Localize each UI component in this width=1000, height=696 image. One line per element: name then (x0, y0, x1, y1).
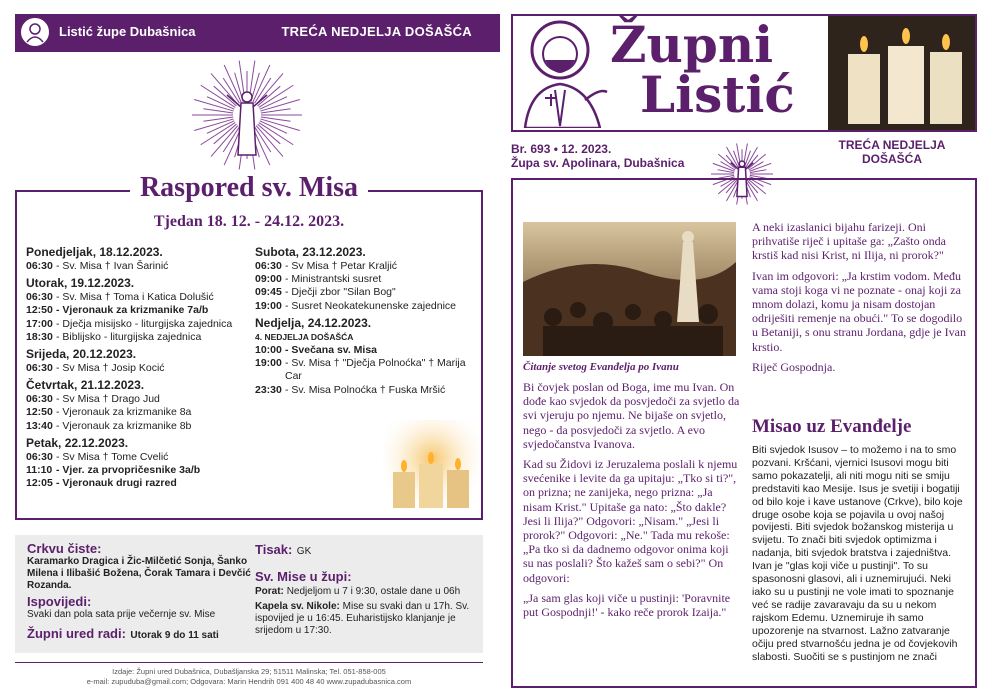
gospel-paragraph: „Ja sam glas koji viče u pustinji: 'Poravnite put Gospodnji!' - kako reče prorok Izaija." (523, 590, 731, 620)
sunday-label: TREĆA NEDJELJA DOŠAŠĆA (281, 24, 472, 39)
schedule-item (26, 406, 234, 419)
sunday-label-right (812, 138, 972, 166)
cleaning-title: Crkvu čiste: (27, 541, 102, 556)
office-text: Utorak 9 do 11 sati (130, 630, 219, 641)
reflection-title: Misao uz Evanđelje (752, 416, 912, 437)
schedule-item (255, 357, 470, 383)
schedule-time: 06:30 (255, 260, 282, 272)
masses-title: Sv. Mise u župi: (255, 569, 352, 584)
gospel-column-1 (523, 380, 741, 619)
schedule-item (26, 464, 234, 477)
schedule-time: 12:50 (26, 304, 53, 317)
schedule-time: 18:30 (26, 330, 53, 343)
schedule-text: - Biblijsko - liturgijska zajednica (56, 330, 202, 343)
porat-text: Nedjeljom u 7 i 9:30, ostale dane u 06h (286, 586, 461, 597)
schedule-time: 13:40 (26, 419, 53, 432)
schedule-item (255, 273, 470, 286)
mass-schedule-title: Raspored sv. Misa (15, 172, 483, 204)
schedule-text: - Sv Misa † Petar Kraljić (285, 260, 398, 272)
gospel-painting (523, 222, 736, 356)
footer-divider (15, 662, 483, 663)
schedule-time: 19:00 (255, 357, 282, 370)
schedule-text: - Vjeronauk drugi razred (56, 477, 177, 490)
schedule-day-heading: Petak, 22.12.2023. (26, 435, 129, 450)
gospel-paragraph: Kad su Židovi iz Jeruzalema poslali k njemu svećenike i levite da ga upitaju: „Tko si ti?", on prizna; ne zanijeka, nego prizna: „Ja nisam Krist." Upitaše ga nato: „Što dakle? Jesi li Ilija?" Odgovori: „Nisam." „Jesi li prorok?" Odgovori: „Ne." Tada mu rekoše: „Pa tko si da dadnemo odgovor onima koji su nas poslali? Što kažeš sam o sebi?" On odgovori: (523, 457, 738, 585)
schedule-item (255, 260, 470, 273)
issue-number: Br. 693 • 12. 2023. (511, 142, 612, 156)
schedule-time: 12:05 (26, 477, 53, 490)
confession-text: Svaki dan pola sata prije večernje sv. Mise (27, 609, 216, 620)
schedule-text: - Sv. Misa Polnoćka † Fuska Mršić (285, 383, 446, 396)
candles-image (383, 420, 481, 516)
schedule-time: 06:30 (26, 291, 53, 304)
schedule-text: - Sv. Misa † Toma i Katica Dolušić (56, 291, 214, 304)
schedule-text: - Sv. Misa † Ivan Šarinić (56, 260, 169, 272)
schedule-time: 06:30 (26, 450, 53, 463)
schedule-text: - Sv. Misa † "Dječja Polnoćka" † Marija Car (285, 357, 466, 383)
print-text: GK (296, 546, 312, 557)
schedule-time: 10:00 (255, 344, 282, 357)
schedule-time: 12:50 (26, 406, 53, 419)
candles-photo (828, 16, 975, 130)
office-title: Župni ured radi: (27, 626, 126, 641)
schedule-text: - Svečana sv. Misa (285, 344, 378, 357)
schedule-item (26, 304, 234, 317)
schedule-day-heading: Ponedjeljak, 18.12.2023. (26, 245, 163, 259)
schedule-week: Tjedan 18. 12. - 24.12. 2023. (153, 213, 345, 230)
issue-info (511, 142, 684, 170)
schedule-item (255, 344, 470, 357)
schedule-text: - Vjeronauk za krizmanike 8b (56, 419, 192, 432)
schedule-item (26, 420, 234, 433)
schedule-item (255, 286, 470, 299)
schedule-day-heading: Srijeda, 20.12.2023. (26, 347, 137, 362)
publication-name: Listić župe Dubašnica (59, 24, 196, 39)
schedule-time: 06:30 (26, 260, 53, 272)
schedule-item (26, 451, 234, 464)
schedule-day-heading: Subota, 23.12.2023. (255, 245, 366, 259)
schedule-day-heading: Utorak, 19.12.2023. (26, 276, 135, 291)
schedule-item (26, 291, 234, 304)
footer-line-1: Izdaje: Župni ured Dubašnica, Dubašljanska 29; 51511 Malinska; Tel. 051-858-005 (112, 667, 386, 676)
footer-line-2: e-mail: zupuduba@gmail.com; Odgovara: Marin Hendrih 091 400 48 40 www.zupadubasnica.com (86, 677, 412, 686)
print-title: Tisak: (255, 542, 293, 557)
schedule-time: 09:00 (255, 273, 282, 286)
schedule-text: - Sv Misa † Josip Kocić (56, 362, 165, 375)
sunday-line-1: TREĆA NEDJELJA (838, 138, 946, 152)
schedule-text: - Vjeronauk za krizmanike 8a (56, 406, 192, 419)
schedule-right-column (255, 242, 470, 397)
schedule-text: - Sv Misa † Drago Jud (56, 393, 160, 406)
gospel-paragraph: A neki izaslanici bijahu farizeji. Oni prihvatiše riječ i upitaše ga: „Zašto onda krstiš kad nisi Krist, ni Ilija, ni prorok?" (752, 220, 946, 263)
kapela-text: Mise su svaki dan u 17h. Sv. ispovijed je u 16:45. Euharistijsko klanjanje je srijedom u 17:30. (255, 601, 470, 636)
schedule-text: - Susret Neokatekunenske zajednice (285, 299, 457, 312)
reflection-text: Biti svjedok Isusov – to možemo i na to smo pozvani. Kršćani, vjernici Isusovi mogu biti samo pokazatelji, ali niti mogu niti se smiju predstaviti kao Mesije. Isus je svetiji i bogatiji od bilo koje i kave ustanove (Crkve), bilo koje druge osobe koja se pojavila u ovoj našoj povijesti. Biti svjedok božanskog misterija u svijetu. To znači biti svjedok optimizma i nadanja, biti svjedok bratstva i zajedništva. Ivan je "glas koji viče u pustinji". To su spasonosni glasovi, ali i uznemirujući. Neki iako su u pustinji ne vole imati to spoznanje već se radije zavaravaju da su u nekom rajskom Edemu. Uznemiruje ih samo upozorenje na stvarnost. Lažno zatvaranje očiju pred stvarnošću jedna je od čovjekovih slabosti. Suočiti se s pustinjom ne znači (752, 444, 963, 663)
gospel-paragraph: Bi čovjek poslan od Boga, ime mu Ivan. On dođe kao svjedok da posvjedoči za svjetlo da svi vjeruju po njemu. Ne bijaše on svjetlo, nego - da posvjedoči za svjetlo. A evo svjedočanstva Ivanova. (523, 380, 740, 451)
masthead-title-line2: Listić (640, 65, 795, 124)
left-header-bar (15, 14, 500, 52)
schedule-text: - Vjeronauk za krizmanike 7a/b (56, 304, 209, 317)
confession-title: Ispovijedi: (27, 594, 92, 609)
schedule-time: 11:10 (26, 464, 53, 477)
info-box (15, 535, 483, 653)
kapela-label: Kapela sv. Nikole: (255, 601, 340, 612)
schedule-item (26, 393, 234, 406)
schedule-day-heading: Nedjelja, 24.12.2023. (255, 315, 372, 330)
radiant-christ-icon (190, 58, 305, 173)
schedule-item (26, 362, 234, 375)
schedule-text: - Dječji zbor "Silan Bog" (285, 286, 396, 299)
porat-label: Porat: (255, 586, 284, 597)
gospel-column-2 (752, 220, 970, 374)
footer (15, 667, 483, 687)
schedule-text: - Ministrantski susret (285, 273, 382, 286)
gospel-closing: Riječ Gospodnja. (752, 359, 836, 374)
schedule-day-heading: Četvrtak, 21.12.2023. (26, 378, 145, 393)
schedule-time: 23:30 (255, 383, 282, 396)
saint-apollinaris-icon (515, 18, 610, 128)
schedule-item (26, 331, 234, 344)
sunday-line-2: DOŠAŠĆA (861, 152, 922, 166)
schedule-time: 09:45 (255, 286, 282, 299)
gospel-caption: Čitanje svetog Evanđelja po Ivanu (523, 361, 679, 373)
parish-name: Župa sv. Apolinara, Dubašnica (511, 156, 685, 170)
schedule-time: 06:30 (26, 393, 53, 406)
schedule-item (26, 260, 234, 273)
schedule-left-column (26, 242, 234, 490)
schedule-time: 17:00 (26, 317, 53, 330)
cleaning-text: Karamarko Dragica i Žic-Milčetić Sonja, Šanko Milena i Ilibašić Božena, Čorak Tamara i Devčić Rozanda. (27, 556, 251, 591)
schedule-text: - Vjer. za prvopričesnike 3a/b (56, 464, 201, 477)
schedule-text: - Sv Misa † Tome Cvelić (56, 450, 169, 463)
schedule-item (26, 318, 234, 331)
schedule-item (26, 477, 234, 490)
parish-logo-icon (21, 18, 49, 46)
schedule-item (255, 384, 470, 397)
gospel-paragraph: Ivan im odgovori: „Ja krstim vodom. Među vama stoji koga vi ne poznate - onaj koji za mnom dolazi, komu ja nisam dostojan odriješiti remenje na obući." To se dogodilo u Betaniji, s onu stranu Jordana, gdje je Ivan krstio. (752, 268, 966, 354)
schedule-item (255, 300, 470, 313)
schedule-time: 19:00 (255, 299, 282, 312)
masthead-title-line1: Župni (610, 15, 774, 74)
schedule-time: 06:30 (26, 362, 53, 375)
schedule-day-note: 4. NEDJELJA DOŠAŠĆA (255, 331, 354, 342)
schedule-text: - Dječja misijsko - liturgijska zajednica (56, 317, 233, 330)
